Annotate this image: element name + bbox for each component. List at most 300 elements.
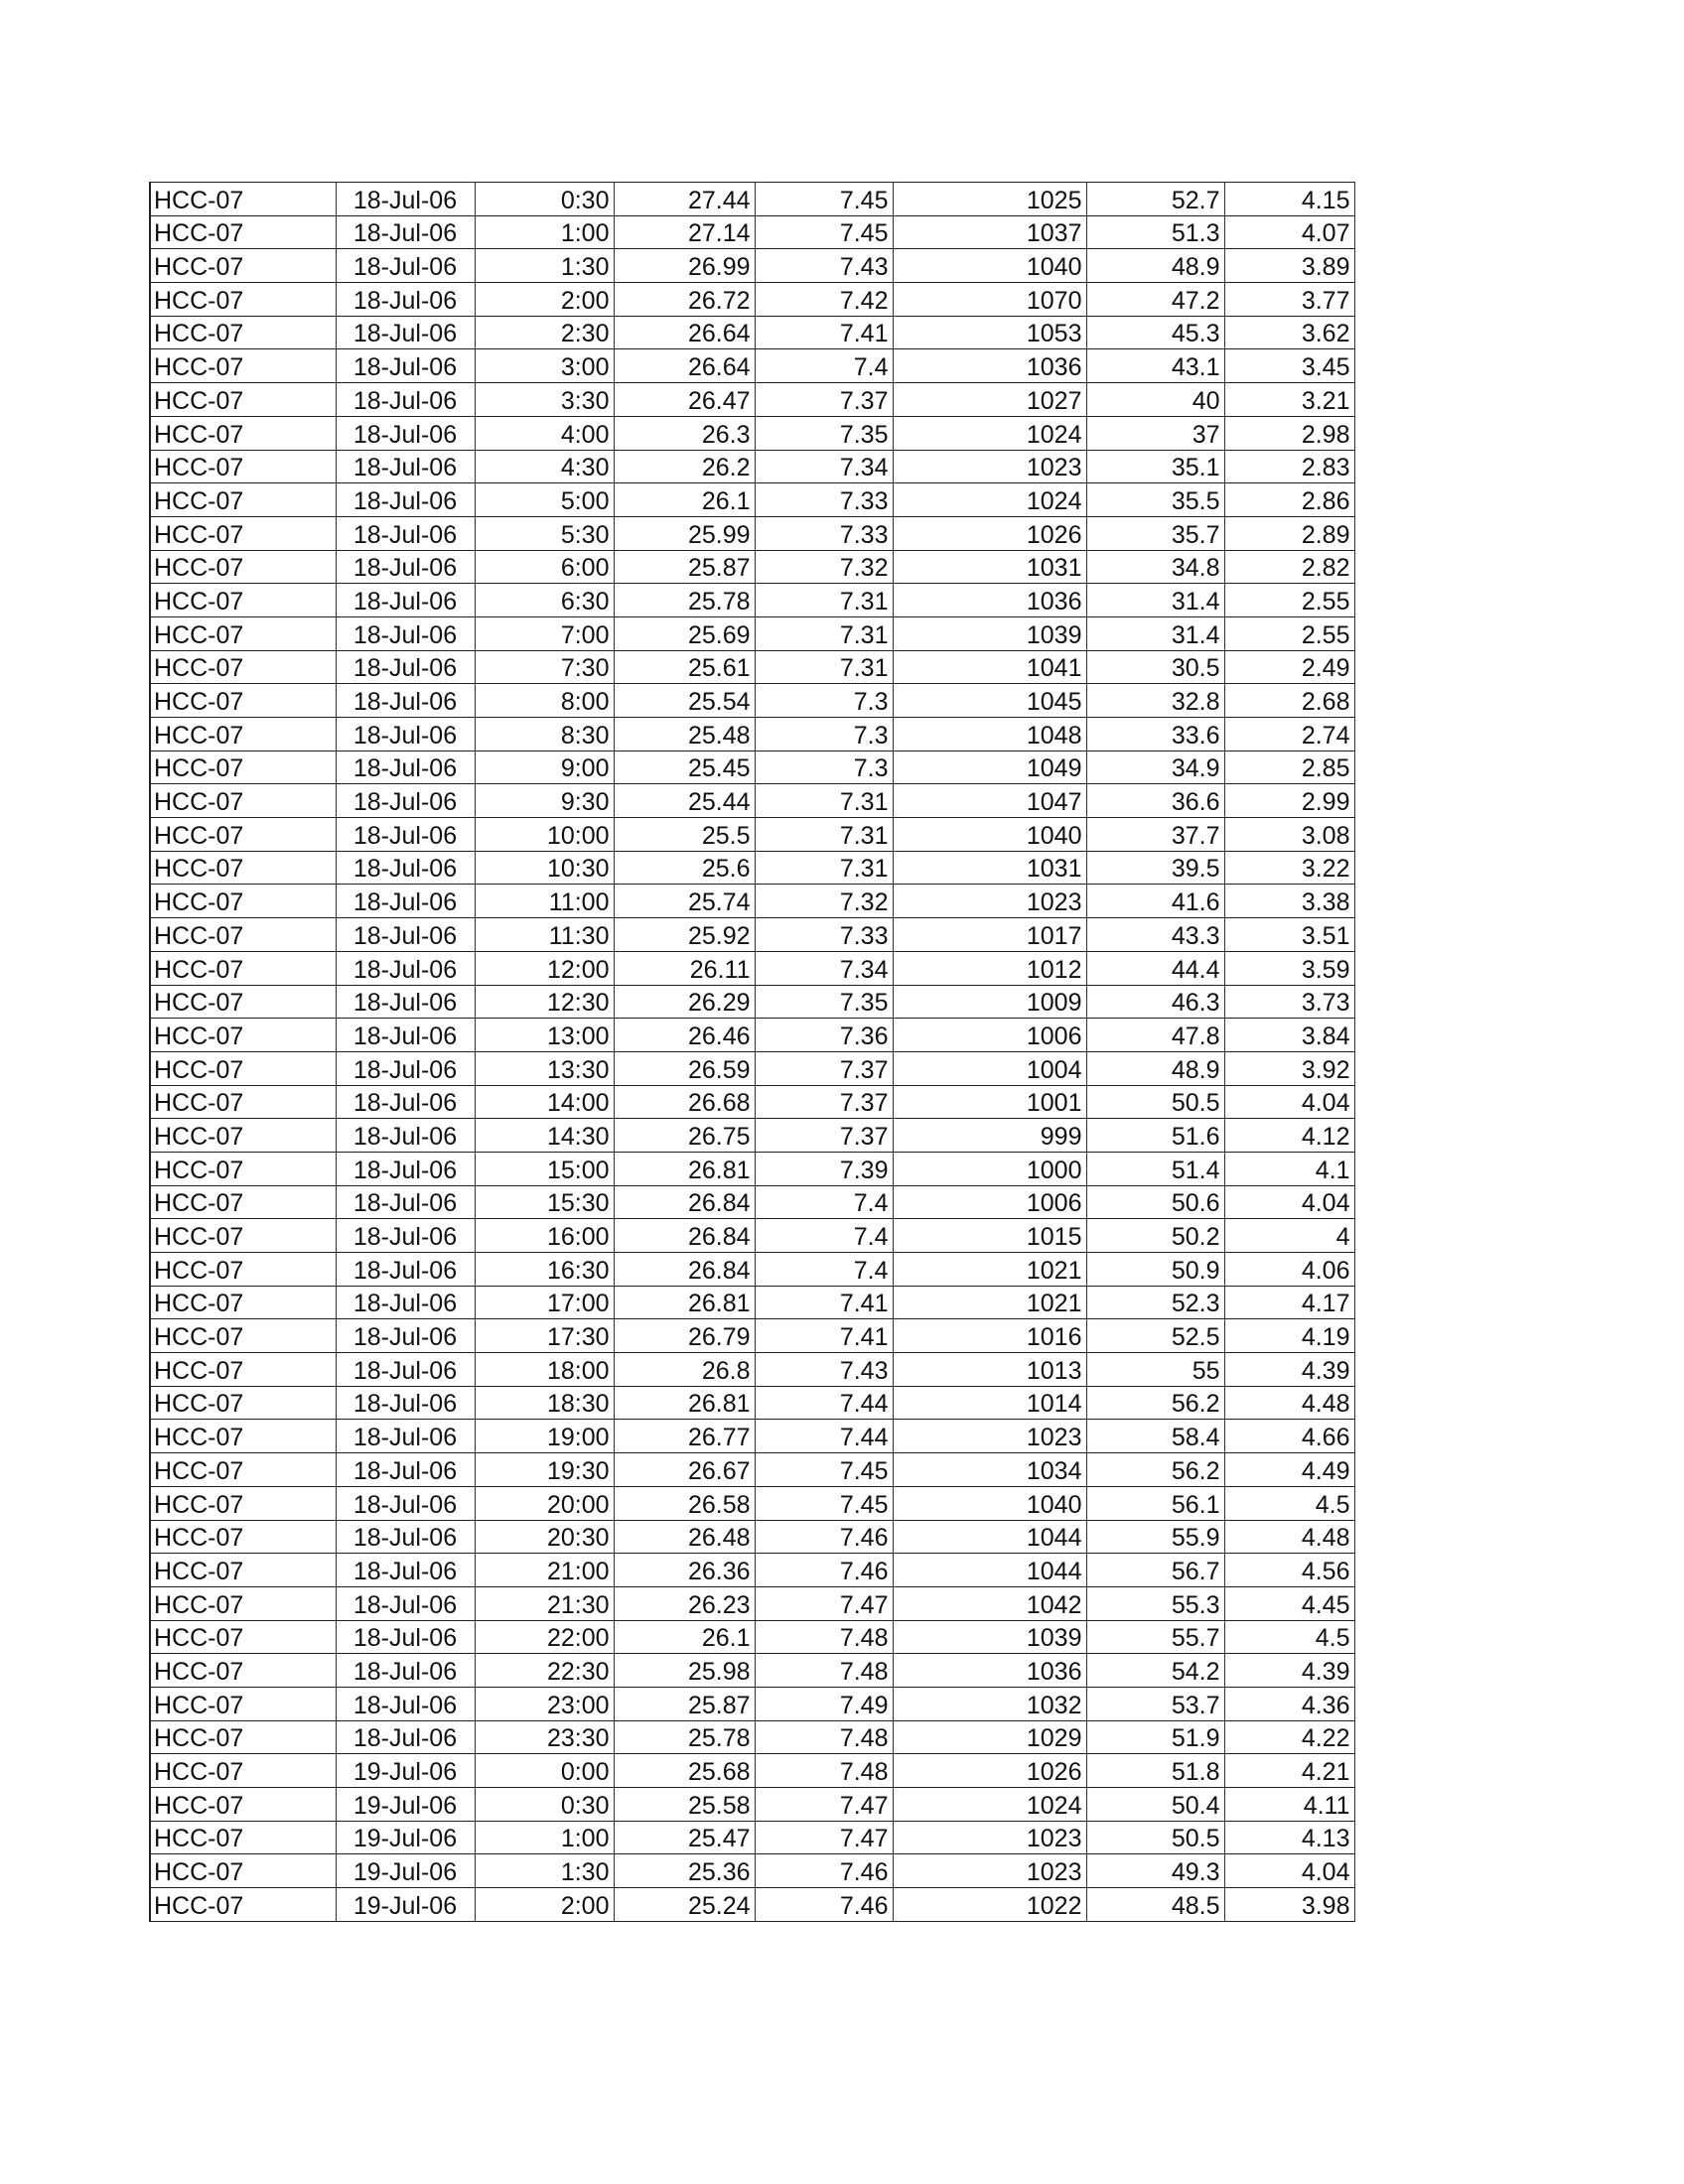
ph-cell: 7.46 xyxy=(755,1554,893,1587)
do-percent-cell: 56.7 xyxy=(1086,1554,1224,1587)
ph-cell: 7.31 xyxy=(755,784,893,818)
conductivity-cell: 1045 xyxy=(893,684,1086,718)
site-cell: HCC-07 xyxy=(150,1152,336,1185)
do-mg-cell: 3.62 xyxy=(1224,316,1354,349)
date-cell: 19-Jul-06 xyxy=(336,1754,475,1788)
do-mg-cell: 3.98 xyxy=(1224,1888,1354,1922)
time-cell: 6:30 xyxy=(475,584,614,617)
table-row xyxy=(150,450,1354,483)
do-percent-cell: 53.7 xyxy=(1086,1687,1224,1720)
do-mg-cell: 4.13 xyxy=(1224,1821,1354,1854)
time-cell: 1:30 xyxy=(475,1854,614,1888)
date-cell: 18-Jul-06 xyxy=(336,1219,475,1253)
date-cell: 18-Jul-06 xyxy=(336,784,475,818)
ph-cell: 7.46 xyxy=(755,1888,893,1922)
temp-cell: 26.36 xyxy=(614,1554,755,1587)
time-cell: 9:30 xyxy=(475,784,614,818)
temp-cell: 25.87 xyxy=(614,550,755,584)
do-mg-cell: 4.66 xyxy=(1224,1420,1354,1453)
do-percent-cell: 35.1 xyxy=(1086,450,1224,483)
date-cell: 18-Jul-06 xyxy=(336,650,475,684)
temp-cell: 26.99 xyxy=(614,249,755,283)
do-percent-cell: 52.5 xyxy=(1086,1319,1224,1353)
table-row xyxy=(150,951,1354,985)
do-mg-cell: 3.92 xyxy=(1224,1051,1354,1085)
ph-cell: 7.34 xyxy=(755,450,893,483)
table-row xyxy=(150,1620,1354,1654)
ph-cell: 7.32 xyxy=(755,550,893,584)
do-mg-cell: 2.55 xyxy=(1224,616,1354,650)
conductivity-cell: 1001 xyxy=(893,1085,1086,1119)
do-mg-cell: 2.55 xyxy=(1224,584,1354,617)
time-cell: 18:00 xyxy=(475,1353,614,1387)
ph-cell: 7.37 xyxy=(755,1051,893,1085)
conductivity-cell: 1039 xyxy=(893,616,1086,650)
do-percent-cell: 50.5 xyxy=(1086,1085,1224,1119)
time-cell: 8:30 xyxy=(475,718,614,751)
conductivity-cell: 1026 xyxy=(893,516,1086,550)
time-cell: 3:30 xyxy=(475,383,614,417)
date-cell: 18-Jul-06 xyxy=(336,1319,475,1353)
temp-cell: 26.23 xyxy=(614,1586,755,1620)
do-percent-cell: 50.9 xyxy=(1086,1253,1224,1287)
do-mg-cell: 2.68 xyxy=(1224,684,1354,718)
table-row xyxy=(150,1554,1354,1587)
ph-cell: 7.31 xyxy=(755,650,893,684)
do-mg-cell: 4.04 xyxy=(1224,1854,1354,1888)
date-cell: 18-Jul-06 xyxy=(336,1286,475,1319)
conductivity-cell: 1034 xyxy=(893,1453,1086,1487)
time-cell: 18:30 xyxy=(475,1386,614,1420)
site-cell: HCC-07 xyxy=(150,1253,336,1287)
site-cell: HCC-07 xyxy=(150,1654,336,1688)
site-cell: HCC-07 xyxy=(150,851,336,885)
date-cell: 18-Jul-06 xyxy=(336,1085,475,1119)
site-cell: HCC-07 xyxy=(150,684,336,718)
site-cell: HCC-07 xyxy=(150,1286,336,1319)
time-cell: 2:00 xyxy=(475,283,614,317)
ph-cell: 7.33 xyxy=(755,918,893,952)
time-cell: 4:00 xyxy=(475,416,614,450)
table-row xyxy=(150,1085,1354,1119)
table-row xyxy=(150,1219,1354,1253)
time-cell: 13:30 xyxy=(475,1051,614,1085)
ph-cell: 7.41 xyxy=(755,1286,893,1319)
do-percent-cell: 55 xyxy=(1086,1353,1224,1387)
site-cell: HCC-07 xyxy=(150,1854,336,1888)
temp-cell: 25.36 xyxy=(614,1854,755,1888)
table-row xyxy=(150,1386,1354,1420)
date-cell: 18-Jul-06 xyxy=(336,483,475,517)
ph-cell: 7.47 xyxy=(755,1788,893,1822)
temp-cell: 26.47 xyxy=(614,383,755,417)
conductivity-cell: 1023 xyxy=(893,1420,1086,1453)
ph-cell: 7.44 xyxy=(755,1386,893,1420)
date-cell: 18-Jul-06 xyxy=(336,416,475,450)
do-percent-cell: 32.8 xyxy=(1086,684,1224,718)
site-cell: HCC-07 xyxy=(150,784,336,818)
do-percent-cell: 37.7 xyxy=(1086,818,1224,852)
temp-cell: 25.61 xyxy=(614,650,755,684)
table-row xyxy=(150,1788,1354,1822)
conductivity-cell: 1014 xyxy=(893,1386,1086,1420)
site-cell: HCC-07 xyxy=(150,349,336,383)
ph-cell: 7.41 xyxy=(755,1319,893,1353)
conductivity-cell: 1016 xyxy=(893,1319,1086,1353)
site-cell: HCC-07 xyxy=(150,1319,336,1353)
conductivity-cell: 1044 xyxy=(893,1520,1086,1554)
time-cell: 17:30 xyxy=(475,1319,614,1353)
conductivity-cell: 1029 xyxy=(893,1720,1086,1754)
site-cell: HCC-07 xyxy=(150,1620,336,1654)
date-cell: 18-Jul-06 xyxy=(336,383,475,417)
do-percent-cell: 51.9 xyxy=(1086,1720,1224,1754)
time-cell: 1:00 xyxy=(475,1821,614,1854)
table-row xyxy=(150,1319,1354,1353)
table-row xyxy=(150,1486,1354,1520)
date-cell: 18-Jul-06 xyxy=(336,951,475,985)
time-cell: 7:00 xyxy=(475,616,614,650)
table-row xyxy=(150,851,1354,885)
do-percent-cell: 51.8 xyxy=(1086,1754,1224,1788)
ph-cell: 7.37 xyxy=(755,1085,893,1119)
do-percent-cell: 51.3 xyxy=(1086,215,1224,249)
time-cell: 19:00 xyxy=(475,1420,614,1453)
time-cell: 20:30 xyxy=(475,1520,614,1554)
conductivity-cell: 1000 xyxy=(893,1152,1086,1185)
temp-cell: 25.5 xyxy=(614,818,755,852)
table-row xyxy=(150,183,1354,216)
temp-cell: 25.6 xyxy=(614,851,755,885)
do-percent-cell: 50.6 xyxy=(1086,1185,1224,1219)
temp-cell: 26.48 xyxy=(614,1520,755,1554)
time-cell: 12:00 xyxy=(475,951,614,985)
ph-cell: 7.44 xyxy=(755,1420,893,1453)
do-mg-cell: 2.82 xyxy=(1224,550,1354,584)
ph-cell: 7.32 xyxy=(755,885,893,918)
temp-cell: 27.14 xyxy=(614,215,755,249)
ph-cell: 7.42 xyxy=(755,283,893,317)
date-cell: 18-Jul-06 xyxy=(336,751,475,784)
date-cell: 18-Jul-06 xyxy=(336,818,475,852)
site-cell: HCC-07 xyxy=(150,1754,336,1788)
ph-cell: 7.48 xyxy=(755,1620,893,1654)
table-row xyxy=(150,1119,1354,1153)
do-mg-cell: 3.38 xyxy=(1224,885,1354,918)
do-percent-cell: 45.3 xyxy=(1086,316,1224,349)
do-mg-cell: 3.84 xyxy=(1224,1019,1354,1052)
site-cell: HCC-07 xyxy=(150,383,336,417)
date-cell: 18-Jul-06 xyxy=(336,1654,475,1688)
ph-cell: 7.47 xyxy=(755,1586,893,1620)
site-cell: HCC-07 xyxy=(150,1353,336,1387)
conductivity-cell: 1053 xyxy=(893,316,1086,349)
site-cell: HCC-07 xyxy=(150,885,336,918)
ph-cell: 7.43 xyxy=(755,249,893,283)
date-cell: 18-Jul-06 xyxy=(336,1353,475,1387)
date-cell: 19-Jul-06 xyxy=(336,1821,475,1854)
do-percent-cell: 35.5 xyxy=(1086,483,1224,517)
do-percent-cell: 30.5 xyxy=(1086,650,1224,684)
temp-cell: 26.64 xyxy=(614,349,755,383)
conductivity-cell: 1012 xyxy=(893,951,1086,985)
conductivity-cell: 1049 xyxy=(893,751,1086,784)
do-percent-cell: 50.2 xyxy=(1086,1219,1224,1253)
temp-cell: 26.81 xyxy=(614,1386,755,1420)
table-row xyxy=(150,1821,1354,1854)
site-cell: HCC-07 xyxy=(150,183,336,216)
time-cell: 0:30 xyxy=(475,1788,614,1822)
time-cell: 9:00 xyxy=(475,751,614,784)
table-row xyxy=(150,1453,1354,1487)
do-percent-cell: 35.7 xyxy=(1086,516,1224,550)
do-mg-cell: 4.36 xyxy=(1224,1687,1354,1720)
date-cell: 18-Jul-06 xyxy=(336,1453,475,1487)
time-cell: 4:30 xyxy=(475,450,614,483)
do-percent-cell: 34.9 xyxy=(1086,751,1224,784)
ph-cell: 7.4 xyxy=(755,1253,893,1287)
time-cell: 8:00 xyxy=(475,684,614,718)
time-cell: 2:00 xyxy=(475,1888,614,1922)
temp-cell: 26.2 xyxy=(614,450,755,483)
do-mg-cell: 4.5 xyxy=(1224,1486,1354,1520)
do-mg-cell: 2.98 xyxy=(1224,416,1354,450)
date-cell: 18-Jul-06 xyxy=(336,283,475,317)
do-mg-cell: 2.49 xyxy=(1224,650,1354,684)
time-cell: 21:00 xyxy=(475,1554,614,1587)
do-mg-cell: 4.45 xyxy=(1224,1586,1354,1620)
table-row xyxy=(150,985,1354,1019)
temp-cell: 26.59 xyxy=(614,1051,755,1085)
do-percent-cell: 49.3 xyxy=(1086,1854,1224,1888)
temp-cell: 26.11 xyxy=(614,951,755,985)
do-percent-cell: 31.4 xyxy=(1086,584,1224,617)
time-cell: 23:00 xyxy=(475,1687,614,1720)
do-percent-cell: 58.4 xyxy=(1086,1420,1224,1453)
site-cell: HCC-07 xyxy=(150,1687,336,1720)
conductivity-cell: 1047 xyxy=(893,784,1086,818)
table-row xyxy=(150,616,1354,650)
temp-cell: 25.78 xyxy=(614,584,755,617)
do-percent-cell: 33.6 xyxy=(1086,718,1224,751)
table-row xyxy=(150,283,1354,317)
table-row xyxy=(150,1185,1354,1219)
do-mg-cell: 3.51 xyxy=(1224,918,1354,952)
data-table xyxy=(149,182,1355,1922)
site-cell: HCC-07 xyxy=(150,1486,336,1520)
do-percent-cell: 41.6 xyxy=(1086,885,1224,918)
date-cell: 18-Jul-06 xyxy=(336,1185,475,1219)
conductivity-cell: 1017 xyxy=(893,918,1086,952)
time-cell: 21:30 xyxy=(475,1586,614,1620)
do-mg-cell: 3.73 xyxy=(1224,985,1354,1019)
temp-cell: 25.87 xyxy=(614,1687,755,1720)
table-row xyxy=(150,918,1354,952)
table-row xyxy=(150,584,1354,617)
conductivity-cell: 1009 xyxy=(893,985,1086,1019)
conductivity-cell: 1022 xyxy=(893,1888,1086,1922)
date-cell: 18-Jul-06 xyxy=(336,215,475,249)
ph-cell: 7.45 xyxy=(755,1453,893,1487)
date-cell: 18-Jul-06 xyxy=(336,918,475,952)
do-percent-cell: 52.3 xyxy=(1086,1286,1224,1319)
date-cell: 18-Jul-06 xyxy=(336,851,475,885)
do-percent-cell: 46.3 xyxy=(1086,985,1224,1019)
do-percent-cell: 36.6 xyxy=(1086,784,1224,818)
ph-cell: 7.45 xyxy=(755,215,893,249)
time-cell: 1:30 xyxy=(475,249,614,283)
date-cell: 18-Jul-06 xyxy=(336,616,475,650)
do-percent-cell: 43.3 xyxy=(1086,918,1224,952)
table-row xyxy=(150,885,1354,918)
do-percent-cell: 47.2 xyxy=(1086,283,1224,317)
date-cell: 18-Jul-06 xyxy=(336,1253,475,1287)
do-mg-cell: 4.04 xyxy=(1224,1085,1354,1119)
temp-cell: 26.79 xyxy=(614,1319,755,1353)
time-cell: 12:30 xyxy=(475,985,614,1019)
do-percent-cell: 55.9 xyxy=(1086,1520,1224,1554)
site-cell: HCC-07 xyxy=(150,1386,336,1420)
table-row xyxy=(150,684,1354,718)
temp-cell: 25.69 xyxy=(614,616,755,650)
ph-cell: 7.48 xyxy=(755,1654,893,1688)
conductivity-cell: 1039 xyxy=(893,1620,1086,1654)
ph-cell: 7.49 xyxy=(755,1687,893,1720)
table-row xyxy=(150,416,1354,450)
time-cell: 5:00 xyxy=(475,483,614,517)
ph-cell: 7.3 xyxy=(755,751,893,784)
do-mg-cell: 4.12 xyxy=(1224,1119,1354,1153)
site-cell: HCC-07 xyxy=(150,985,336,1019)
temp-cell: 26.75 xyxy=(614,1119,755,1153)
do-percent-cell: 51.4 xyxy=(1086,1152,1224,1185)
do-mg-cell: 2.86 xyxy=(1224,483,1354,517)
table-row xyxy=(150,349,1354,383)
date-cell: 18-Jul-06 xyxy=(336,885,475,918)
temp-cell: 25.99 xyxy=(614,516,755,550)
ph-cell: 7.37 xyxy=(755,1119,893,1153)
date-cell: 18-Jul-06 xyxy=(336,1720,475,1754)
conductivity-cell: 1025 xyxy=(893,183,1086,216)
conductivity-cell: 1048 xyxy=(893,718,1086,751)
time-cell: 7:30 xyxy=(475,650,614,684)
time-cell: 2:30 xyxy=(475,316,614,349)
temp-cell: 26.46 xyxy=(614,1019,755,1052)
do-mg-cell: 4.5 xyxy=(1224,1620,1354,1654)
temp-cell: 25.44 xyxy=(614,784,755,818)
table-row xyxy=(150,1253,1354,1287)
site-cell: HCC-07 xyxy=(150,215,336,249)
conductivity-cell: 1040 xyxy=(893,249,1086,283)
temp-cell: 27.44 xyxy=(614,183,755,216)
site-cell: HCC-07 xyxy=(150,1888,336,1922)
table-row xyxy=(150,1353,1354,1387)
time-cell: 13:00 xyxy=(475,1019,614,1052)
conductivity-cell: 1044 xyxy=(893,1554,1086,1587)
do-percent-cell: 31.4 xyxy=(1086,616,1224,650)
conductivity-cell: 1024 xyxy=(893,416,1086,450)
time-cell: 10:30 xyxy=(475,851,614,885)
temp-cell: 26.81 xyxy=(614,1286,755,1319)
do-mg-cell: 4.07 xyxy=(1224,215,1354,249)
do-mg-cell: 4.11 xyxy=(1224,1788,1354,1822)
time-cell: 1:00 xyxy=(475,215,614,249)
do-percent-cell: 48.9 xyxy=(1086,249,1224,283)
site-cell: HCC-07 xyxy=(150,818,336,852)
do-mg-cell: 3.22 xyxy=(1224,851,1354,885)
site-cell: HCC-07 xyxy=(150,1085,336,1119)
do-mg-cell: 4.39 xyxy=(1224,1353,1354,1387)
do-percent-cell: 54.2 xyxy=(1086,1654,1224,1688)
temp-cell: 25.92 xyxy=(614,918,755,952)
do-percent-cell: 40 xyxy=(1086,383,1224,417)
conductivity-cell: 1036 xyxy=(893,584,1086,617)
site-cell: HCC-07 xyxy=(150,951,336,985)
do-mg-cell: 2.89 xyxy=(1224,516,1354,550)
site-cell: HCC-07 xyxy=(150,249,336,283)
do-mg-cell: 4.06 xyxy=(1224,1253,1354,1287)
do-mg-cell: 4.39 xyxy=(1224,1654,1354,1688)
date-cell: 18-Jul-06 xyxy=(336,249,475,283)
table-row xyxy=(150,516,1354,550)
time-cell: 14:00 xyxy=(475,1085,614,1119)
conductivity-cell: 1021 xyxy=(893,1253,1086,1287)
conductivity-cell: 1023 xyxy=(893,450,1086,483)
do-percent-cell: 37 xyxy=(1086,416,1224,450)
conductivity-cell: 1023 xyxy=(893,1821,1086,1854)
do-percent-cell: 50.4 xyxy=(1086,1788,1224,1822)
time-cell: 3:00 xyxy=(475,349,614,383)
time-cell: 11:30 xyxy=(475,918,614,952)
conductivity-cell: 1013 xyxy=(893,1353,1086,1387)
ph-cell: 7.43 xyxy=(755,1353,893,1387)
ph-cell: 7.46 xyxy=(755,1854,893,1888)
conductivity-cell: 1040 xyxy=(893,818,1086,852)
ph-cell: 7.31 xyxy=(755,584,893,617)
do-percent-cell: 34.8 xyxy=(1086,550,1224,584)
site-cell: HCC-07 xyxy=(150,1051,336,1085)
conductivity-cell: 1026 xyxy=(893,1754,1086,1788)
conductivity-cell: 1031 xyxy=(893,550,1086,584)
ph-cell: 7.47 xyxy=(755,1821,893,1854)
date-cell: 18-Jul-06 xyxy=(336,1420,475,1453)
table-row xyxy=(150,1051,1354,1085)
ph-cell: 7.4 xyxy=(755,1185,893,1219)
do-mg-cell: 2.83 xyxy=(1224,450,1354,483)
table-row xyxy=(150,1720,1354,1754)
temp-cell: 26.64 xyxy=(614,316,755,349)
date-cell: 19-Jul-06 xyxy=(336,1854,475,1888)
site-cell: HCC-07 xyxy=(150,283,336,317)
date-cell: 18-Jul-06 xyxy=(336,1152,475,1185)
site-cell: HCC-07 xyxy=(150,1554,336,1587)
ph-cell: 7.4 xyxy=(755,349,893,383)
site-cell: HCC-07 xyxy=(150,1720,336,1754)
ph-cell: 7.36 xyxy=(755,1019,893,1052)
site-cell: HCC-07 xyxy=(150,483,336,517)
date-cell: 18-Jul-06 xyxy=(336,1386,475,1420)
do-percent-cell: 56.1 xyxy=(1086,1486,1224,1520)
ph-cell: 7.34 xyxy=(755,951,893,985)
date-cell: 18-Jul-06 xyxy=(336,516,475,550)
time-cell: 0:00 xyxy=(475,1754,614,1788)
do-mg-cell: 3.45 xyxy=(1224,349,1354,383)
conductivity-cell: 1042 xyxy=(893,1586,1086,1620)
table-row xyxy=(150,1754,1354,1788)
date-cell: 18-Jul-06 xyxy=(336,1119,475,1153)
date-cell: 18-Jul-06 xyxy=(336,1586,475,1620)
conductivity-cell: 1027 xyxy=(893,383,1086,417)
